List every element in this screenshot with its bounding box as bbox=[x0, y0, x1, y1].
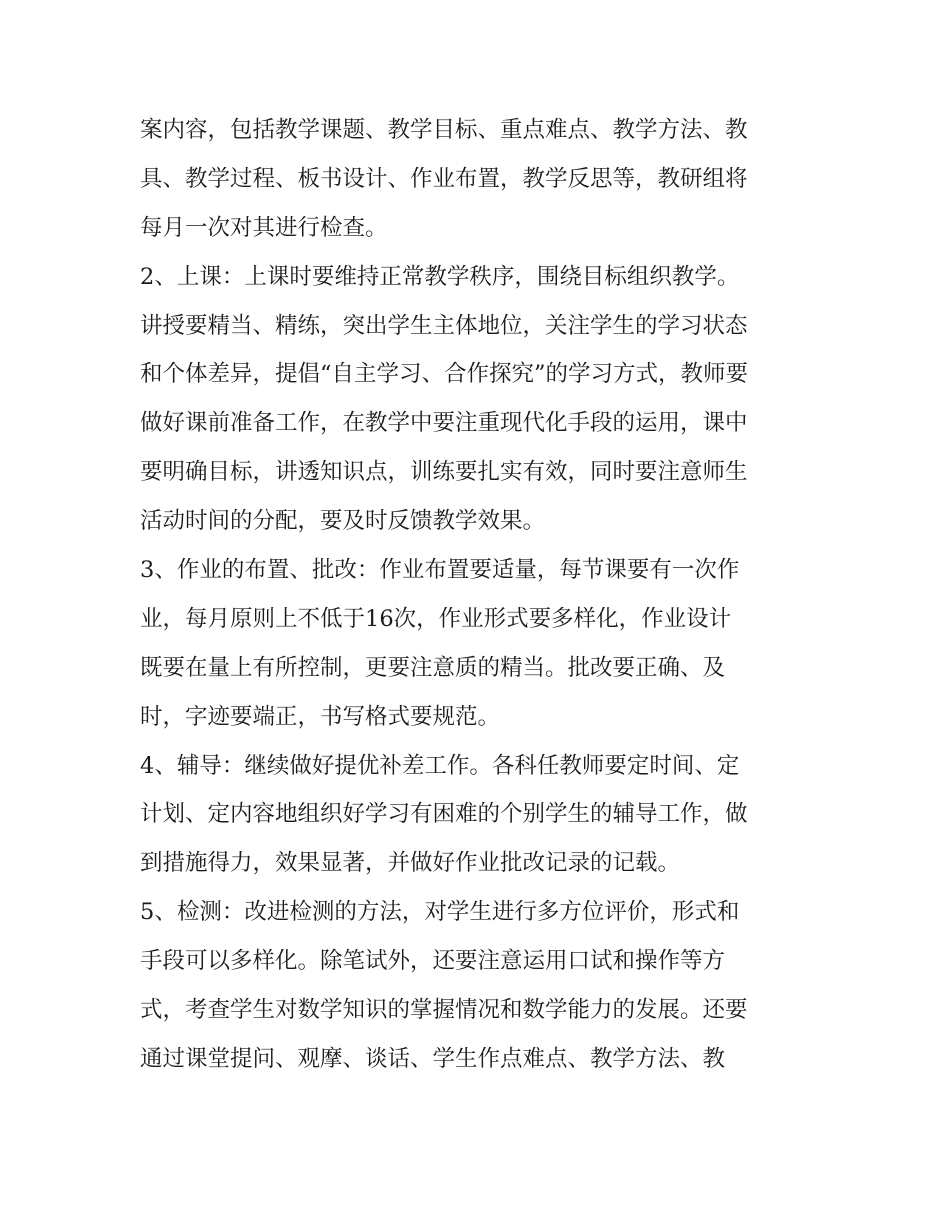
text-line: 做好课前准备工作，在教学中要注重现代化手段的运用，课中 bbox=[140, 410, 748, 437]
text-line: 讲授要精当、精练，突出学生主体地位，关注学生的学习状态 bbox=[140, 312, 748, 339]
body-text bbox=[140, 106, 820, 1084]
text-line: 4、辅导：继续做好提优补差工作。各科任教师要定时间、定 bbox=[140, 752, 740, 779]
text-line: 每月一次对其进行检查。 bbox=[140, 214, 388, 241]
text-line: 和个体差异，提倡“自主学习、合作探究”的学习方式，教师要 bbox=[140, 361, 749, 388]
text-line: 3、作业的布置、批改：作业布置要适量，每节课要有一次作 bbox=[140, 557, 740, 584]
text-line: 时，字迹要端正，书写格式要规范。 bbox=[140, 703, 501, 730]
text-line: 式，考查学生对数学知识的掌握情况和数学能力的发展。还要 bbox=[140, 997, 748, 1024]
text-line: 既要在量上有所控制，更要注意质的精当。批改要正确、及 bbox=[140, 654, 726, 681]
text-line: 通过课堂提问、观摩、谈话、学生作点难点、教学方法、教 bbox=[140, 1045, 726, 1072]
text-line: 计划、定内容地组织好学习有困难的个别学生的辅导工作，做 bbox=[140, 801, 748, 828]
text-line: 2、上课：上课时要维持正常教学秩序，围绕目标组织教学。 bbox=[140, 263, 740, 290]
text-line: 案内容，包括教学课题、教学目标、重点难点、教学方法、教 bbox=[140, 117, 748, 143]
text-line: 具、教学过程、板书设计、作业布置，教学反思等，教研组将 bbox=[140, 165, 748, 192]
text-line: 活动时间的分配，要及时反馈教学效果。 bbox=[140, 508, 546, 535]
text-line: 手段可以多样化。除笔试外，还要注意运用口试和操作等方 bbox=[140, 948, 726, 975]
text-line: 要明确目标，讲透知识点，训练要扎实有效，同时要注意师生 bbox=[140, 459, 748, 486]
text-line: 到措施得力，效果显著，并做好作业批改记录的记载。 bbox=[140, 850, 681, 877]
text-line: 业，每月原则上不低于16次，作业形式要多样化，作业设计 bbox=[140, 605, 732, 632]
text-line: 5、检测：改进检测的方法，对学生进行多方位评价，形式和 bbox=[140, 899, 740, 926]
